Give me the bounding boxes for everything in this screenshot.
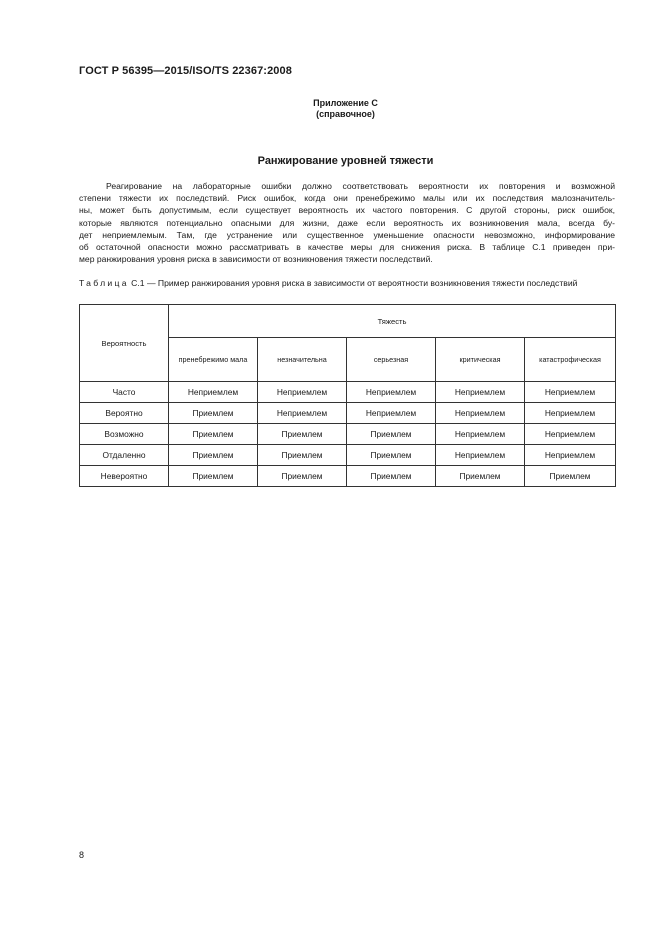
- risk-cell: Неприемлем: [258, 382, 347, 403]
- severity-level-header: катастрофическая: [525, 338, 616, 382]
- risk-cell: Приемлем: [347, 424, 436, 445]
- risk-cell: Неприемлем: [436, 424, 525, 445]
- risk-ranking-table: [79, 304, 616, 487]
- appendix-subtitle: (справочное): [316, 109, 375, 119]
- table-row: [80, 424, 616, 445]
- risk-cell: Приемлем: [258, 424, 347, 445]
- risk-cell: Неприемлем: [436, 403, 525, 424]
- table-row: [80, 466, 616, 487]
- risk-cell: Приемлем: [258, 445, 347, 466]
- risk-cell: Приемлем: [258, 466, 347, 487]
- section-title: Ранжирование уровней тяжести: [257, 155, 434, 167]
- risk-cell: Приемлем: [169, 466, 258, 487]
- risk-cell: Приемлем: [436, 466, 525, 487]
- body-paragraph: [79, 180, 615, 265]
- risk-cell: Неприемлем: [169, 382, 258, 403]
- table-row: [80, 382, 616, 403]
- risk-cell: Приемлем: [525, 466, 616, 487]
- body-line: Реагирование на лабораторные ошибки должно соответствовать вероятности их повторения и возможной: [106, 181, 615, 191]
- body-line: ны, может быть допустимым, если существует вероятность их частого повторения. С другой стороны, риск ошибок,: [79, 205, 615, 216]
- probability-cell: Отдаленно: [80, 445, 169, 466]
- body-line: мер ранжирования уровня риска в зависимости от возникновения тяжести последствий.: [79, 254, 433, 265]
- severity-level-header: незначительна: [258, 338, 347, 382]
- severity-level-header: критическая: [436, 338, 525, 382]
- probability-cell: Возможно: [80, 424, 169, 445]
- body-line: об остаточной опасности можно рассматривать в качестве меры для снижения риска. В таблице С.1 приведен при-: [79, 242, 615, 253]
- severity-level-header: серьезная: [347, 338, 436, 382]
- body-line: которые являются потенциально опасными для жизни, даже если вероятность их возникновения мала, всегда бу-: [79, 217, 615, 228]
- probability-cell: Вероятно: [80, 403, 169, 424]
- appendix-heading: [0, 98, 661, 120]
- risk-cell: Неприемлем: [525, 424, 616, 445]
- risk-cell: Приемлем: [169, 445, 258, 466]
- severity-header: Тяжесть: [169, 305, 616, 338]
- severity-level-header: пренебрежимо мала: [169, 338, 258, 382]
- body-line: дет неприемлемым. Там, где устранение или существенное уменьшение опасности невозможно, информирование: [79, 229, 615, 240]
- risk-cell: Неприемлем: [525, 403, 616, 424]
- table-row: [80, 403, 616, 424]
- risk-cell: Приемлем: [169, 424, 258, 445]
- table-caption-text: С.1 — Пример ранжирования уровня риска в зависимости от вероятности возникновения тяжести последствий: [128, 278, 578, 288]
- risk-cell: Приемлем: [347, 466, 436, 487]
- appendix-title: Приложение С: [313, 98, 378, 108]
- probability-header: Вероятность: [80, 305, 169, 382]
- table-caption-label: Таблица: [79, 278, 129, 288]
- probability-cell: Невероятно: [80, 466, 169, 487]
- probability-cell: Часто: [80, 382, 169, 403]
- risk-cell: Неприемлем: [525, 382, 616, 403]
- page-number: 8: [79, 850, 85, 860]
- body-line: степени тяжести их последствий. Риск ошибок, когда они пренебрежимо малы или их последствия малозначитель-: [79, 193, 615, 204]
- risk-cell: Неприемлем: [436, 382, 525, 403]
- risk-cell: Приемлем: [347, 445, 436, 466]
- document-header: ГОСТ Р 56395—2015/ISO/TS 22367:2008: [79, 65, 292, 77]
- table-row: [80, 445, 616, 466]
- risk-cell: Неприемлем: [258, 403, 347, 424]
- table-caption: [79, 277, 615, 289]
- risk-cell: Неприемлем: [436, 445, 525, 466]
- risk-cell: Неприемлем: [347, 382, 436, 403]
- risk-cell: Неприемлем: [347, 403, 436, 424]
- risk-cell: Неприемлем: [525, 445, 616, 466]
- risk-cell: Приемлем: [169, 403, 258, 424]
